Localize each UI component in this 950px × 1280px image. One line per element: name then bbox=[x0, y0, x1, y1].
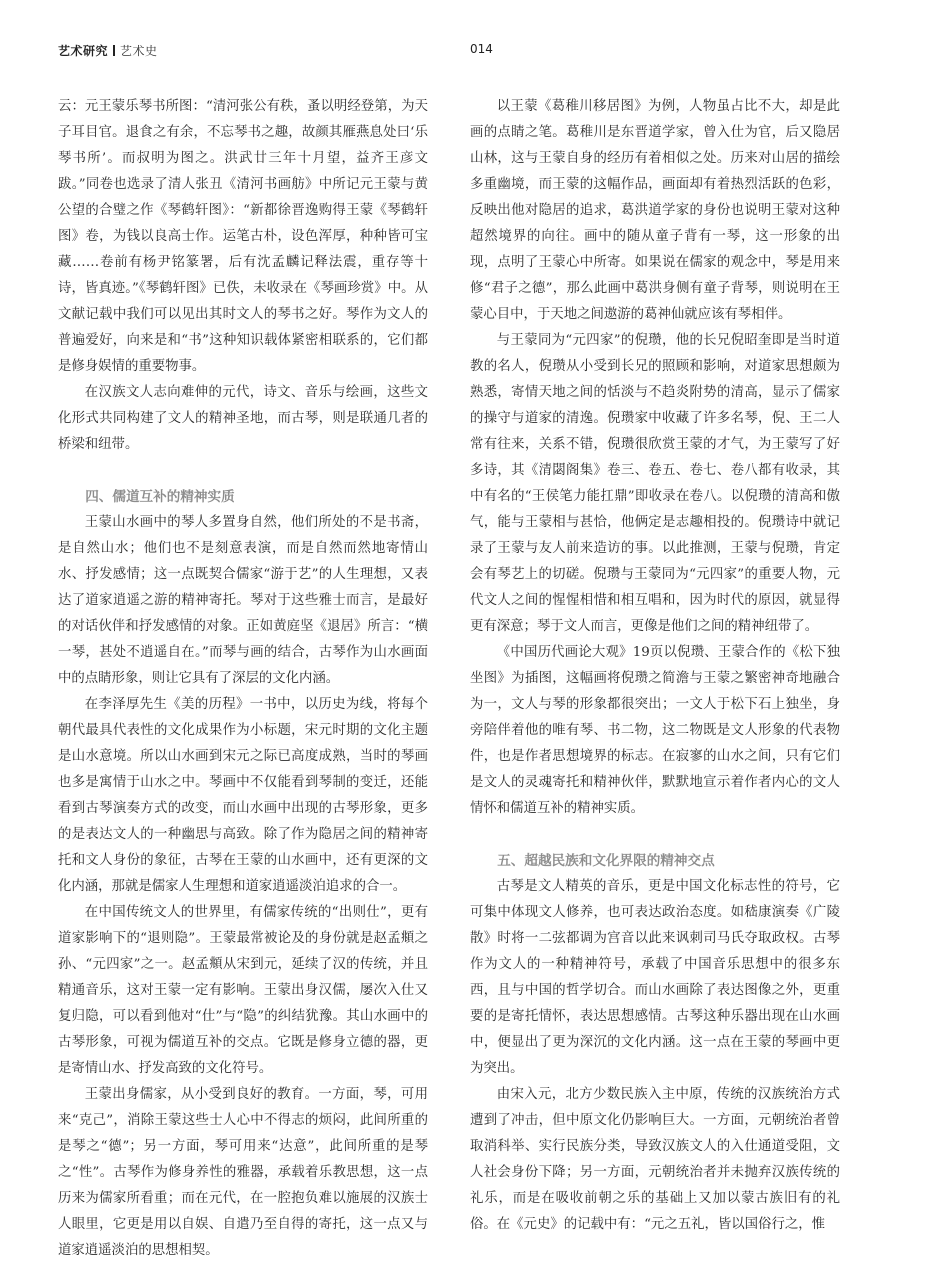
running-head bbox=[58, 42, 158, 59]
section-name: 艺术史 bbox=[120, 44, 158, 58]
paragraph: 王蒙出身儒家，从小受到良好的教育。一方面，琴，可用来“克己”，消除王蒙这些士人心中不得志的烦闷，此间所重的是琴之“德”；另一方面，琴可用来“达意”，此间所重的是琴之“性”。古琴作为修身养性的雅器，承载着乐教思想，这一点历来为儒家所看重；而在元代，在一腔抱负难以施展的汉族士人眼里，它更是用以自娱、自遣乃至自得的寄托，这一点又与道家逍遥淡泊的思想相契。 bbox=[58, 1087, 428, 1258]
section-heading-4: 四、儒道互补的精神实质 bbox=[85, 489, 235, 505]
paragraph: 古琴是文人精英的音乐，更是中国文化标志性的符号，它可集中体现文人修养，也可表达政治态度。如嵇康演奏《广陵散》时将一二弦都调为宫音以此来讽刺司马氏夺取政权。古琴作为文人的一种精神符号，承载了中国音乐思想中的很多东西，且与中国的哲学切合。而山水画除了表达图像之外，更重要的是寄托情怀，表达思想感情。古琴这种乐器出现在山水画中，便显出了更为深沉的文化内涵。这一点在王蒙的琴画中更为突出。 bbox=[470, 879, 840, 1076]
header-divider bbox=[113, 45, 115, 56]
paragraph: 云：元王蒙乐琴书所图：“清河张公有秩，蚤以明经登第，为天子耳目官。退食之有余，不忘琴书之趣，故颜其雁燕息处曰‘乐琴书所’。而叔明为图之。洪武廿三年十月望，益齐王彦文跋。”同卷也选录了清人张丑《清河书画舫》中所记元王蒙与黄公望的合璧之作《琴鹤轩图》：“新都徐晋逸购得王蒙《琴鹤轩图》卷，为钱以良高士作。运笔古朴，设色浑厚，种种皆可宝藏……卷前有杨尹铭篆署，后有沈孟麟记释法震，重存等十诗，皆真迹。”《琴鹤轩图》已佚，未收录在《琴画珍赏》中。从文献记载中我们可以见出其时文人的琴书之好。琴作为文人的普遍爱好，向来是和“书”这种知识载体紧密相联系的，它们都是修身娱情的重要物事。 bbox=[58, 99, 428, 374]
paragraph: 王蒙山水画中的琴人多置身自然，他们所处的不是书斋，是自然山水；他们也不是刻意表演，而是自然而然地寄情山水、抒发感情；这一点既契合儒家“游于艺”的人生理想，又表达了道家逍遥之游的精神寄托。琴对于这些雅士而言，是最好的对话伙伴和抒发感情的对象。正如黄庭坚《退居》所言：“横一琴，甚处不逍遥自在。”而琴与画的结合，古琴作为山水画面中的点睛形象，则让它具有了深层的文化内涵。 bbox=[58, 515, 428, 686]
paragraph: 以王蒙《葛稚川移居图》为例，人物虽占比不大，却是此画的点睛之笔。葛稚川是东晋道学家，曾入仕为官，后又隐居山林，这与王蒙自身的经历有着相似之处。历来对山居的描绘多重幽境，而王蒙的这幅作品，画面却有着热烈活跃的色彩，反映出他对隐居的追求，葛洪道学家的身份也说明王蒙对这种超然境界的向往。画中的随从童子背有一琴，这一形象的出现，点明了王蒙心中所寄。如果说在儒家的观念中，琴是用来修“君子之德”，那么此画中葛洪身侧有童子背琴，则说明在王蒙心目中，于天地之间遨游的葛神仙就应该有琴相伴。 bbox=[470, 99, 840, 322]
page-number: 014 bbox=[470, 42, 493, 56]
left-column bbox=[58, 94, 428, 1264]
paragraph: 与王蒙同为“元四家”的倪瓒，他的长兄倪昭奎即是当时道教的名人，倪瓒从小受到长兄的照顾和影响，对道家思想颇为熟悉，寄情天地之间的恬淡与不趋炎附势的清高，显示了儒家的操守与道家的清逸。倪瓒家中收藏了许多名琴，倪、王二人常有往来，关系不错，倪瓒很欣赏王蒙的才气，为王蒙写了好多诗，其《清閟阁集》卷三、卷五、卷七、卷八都有收录，其中有名的“王侯笔力能扛鼎”即收录在卷八。以倪瓒的清高和傲气，能与王蒙相与甚恰，他俩定是志趣相投的。倪瓒诗中就记录了王蒙与友人前来造访的事。以此推测，王蒙与倪瓒，肯定会有琴艺上的切磋。倪瓒与王蒙同为“元四家”的重要人物，元代文人之间的惺惺相惜和相互唱和，因为时代的原因，就显得更有深意；琴于文人而言，更像是他们之间的精神纽带了。 bbox=[470, 333, 840, 634]
section-heading-5: 五、超越民族和文化界限的精神交点 bbox=[497, 853, 715, 869]
paragraph: 在中国传统文人的世界里，有儒家传统的“出则仕”，更有道家影响下的“退则隐”。王蒙最常被论及的身份就是赵孟頫之孙、“元四家”之一。赵孟頫从宋到元，延续了汉的传统，并且精通音乐，这对王蒙一定有影响。王蒙出身汉儒，屡次入仕又复归隐，可以看到他对“仕”与“隐”的纠结犹豫。其山水画中的古琴形象，可视为儒道互补的交点。它既是修身立德的器，更是寄情山水、抒发高致的文化符号。 bbox=[58, 905, 428, 1076]
paragraph: 在汉族文人志向难伸的元代，诗文、音乐与绘画，这些文化形式共同构建了文人的精神圣地，而古琴，则是联通几者的桥梁和纽带。 bbox=[58, 385, 428, 452]
paragraph: 《中国历代画论大观》19页以倪瓒、王蒙合作的《松下独坐图》为插图，这幅画将倪瓒之简澹与王蒙之繁密神奇地融合为一，文人与琴的形象都很突出；一文人于松下石上独坐，身旁陪伴着他的唯有琴、书二物，这二物既是文人形象的代表物件，也是作者思想境界的标志。在寂寥的山水之间，只有它们是文人的灵魂寄托和精神伙伴，默默地宣示着作者内心的文人情怀和儒道互补的精神实质。 bbox=[470, 645, 840, 816]
paragraph: 由宋入元，北方少数民族入主中原，传统的汉族统治方式遭到了冲击，但中原文化仍影响巨大。一方面，元朝统治者曾取消科举、实行民族分类，导致汉族文人的入仕通道受阻，文人社会身份下降；另一方面，元朝统治者并未抛弃汉族传统的礼乐，而是在吸收前朝之乐的基础上又加以蒙古族旧有的礼俗。在《元史》的记载中有：“元之五礼，皆以国俗行之，惟 bbox=[470, 1087, 840, 1232]
paragraph: 在李泽厚先生《美的历程》一书中，以历史为线，将每个朝代最具代表性的文化成果作为小标题，宋元时期的文化主题是山水意境。所以山水画到宋元之际已高度成熟，当时的琴画也多是寓情于山水之中。琴画中不仅能看到琴制的变迁，还能看到古琴演奏方式的改变，而山水画中出现的古琴形象，更多的是表达文人的一种幽思与高致。除了作为隐居之间的精神寄托和文人身份的象征，古琴在王蒙的山水画中，还有更深的文化内涵，那就是儒家人生理想和道家逍遥淡泊追求的合一。 bbox=[58, 697, 428, 894]
right-column bbox=[470, 94, 840, 1238]
journal-name: 艺术研究 bbox=[58, 44, 109, 58]
